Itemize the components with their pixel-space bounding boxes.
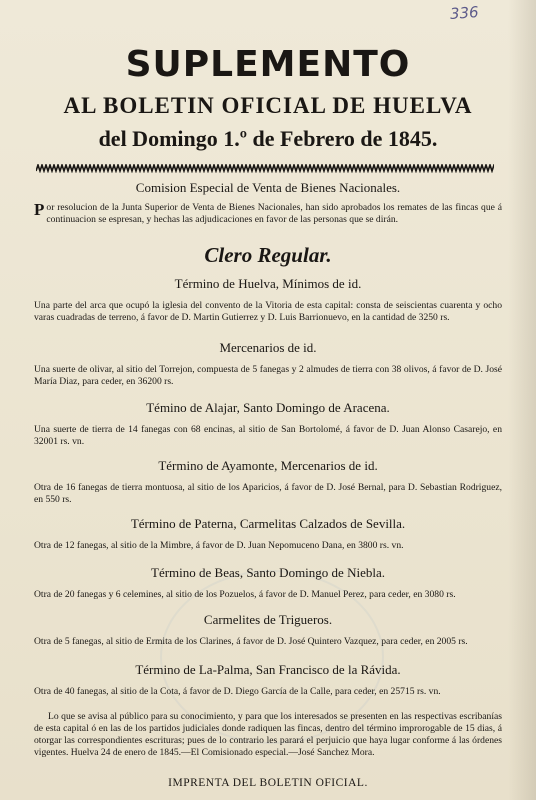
document-date: del Domingo 1.º de Febrero de 1845. (98, 126, 438, 151)
entry-5 (34, 516, 502, 552)
drop-cap: P (34, 200, 45, 219)
document-title: SUPLEMENTO (125, 44, 411, 85)
entry-text: Una suerte de olivar, al sitio del Torrejon, compuesta de 5 fanegas y 2 almudes de tierra con 38 olivos, á favor de D. José María Diaz, para ceder, en 36200 rs. (34, 364, 502, 387)
handwritten-page-number: 336 (449, 3, 480, 23)
entry-6 (34, 565, 502, 601)
divider-zigzag (36, 165, 494, 171)
entry-text: Otra de 20 fanegas y 6 celemines, al sitio de los Pozuelos, á favor de D. Manuel Perez, para ceder, en 3080 rs. (34, 589, 456, 600)
entry-heading: Témino de Alajar, Santo Domingo de Aracena. (146, 400, 390, 415)
entry-7 (34, 612, 502, 648)
section-title: Clero Regular. (204, 243, 332, 267)
entry-heading: Término de Huelva, Mínimos de id. (174, 276, 362, 291)
commission-heading: Comision Especial de Venta de Bienes Nacionales. (135, 180, 401, 195)
entry-2 (34, 340, 502, 388)
entry-1 (34, 276, 502, 324)
entry-4 (34, 458, 502, 506)
entry-text: Otra de 16 fanegas de tierra montuosa, al sitio de los Aparicios, á favor de D. José Bernal, para D. Sebastian Rodriguez, en 550 rs. (34, 482, 502, 505)
intro-block (34, 180, 502, 226)
page-edge-shadow (508, 0, 536, 800)
entry-heading: Mercenarios de id. (219, 340, 317, 355)
entry-text: Otra de 12 fanegas, al sitio de la Mimbre, á favor de D. Juan Nepomuceno Dana, en 3800 rs. vn. (34, 540, 404, 551)
intro-text: or resolucion de la Junta Superior de Venta de Bienes Nacionales, han sido aprobados los remates de las fincas que á continuacion se espresan, y hechas las adjudicaciones en favor de las personas que se dirán. (46, 202, 502, 225)
entry-text: Otra de 5 fanegas, al sitio de Ermita de los Clarines, á favor de D. José Quintero Vazquez, para ceder, en 2005 rs. (34, 636, 468, 647)
document-subtitle: AL BOLETIN OFICIAL DE HUELVA (63, 93, 473, 118)
entry-text: Una parte del arca que ocupó la iglesia del convento de la Vitoria de esta capital: consta de seiscientas cuarenta y ocho varas cuadradas de terreno, á favor de D. Martin Gutierrez y D. Luis Barrionuevo, en la cantidad de 3250 rs. (34, 300, 502, 323)
entry-heading: Término de Ayamonte, Mercenarios de id. (158, 458, 378, 473)
entry-heading: Término de La-Palma, San Francisco de la Rávida. (135, 662, 401, 677)
entry-heading: Término de Beas, Santo Domingo de Niebla. (151, 565, 385, 580)
entry-3 (34, 400, 502, 448)
ornamental-divider (36, 164, 494, 173)
entry-heading: Carmelites de Trigueros. (203, 612, 333, 627)
entry-text: Una suerte de tierra de 14 fanegas con 68 encinas, al sitio de San Bortolomé, á favor de D. Juan Alonso Casarejo, en 32001 rs. vn. (34, 424, 502, 447)
intro-paragraph (34, 202, 502, 226)
entry-heading: Término de Paterna, Carmelitas Calzados de Sevilla. (130, 516, 406, 531)
entry-8 (34, 662, 502, 698)
printer-imprint: IMPRENTA DEL BOLETIN OFICIAL. (168, 777, 368, 789)
closing-paragraph: Lo que se avisa al público para su conocimiento, y para que los interesados se presenten en las respectivas escribanías de esta capital ó en las de los partidos judiciales donde radiquen las fincas, dentro del término improrogable de 15 dias, á otorgar las correspondientes escrituras; pues de lo contrario les parará el perjuicio que haya lugar conforme á las órdenes vigentes. Huelva 24 de enero de 1845.—El Comisionado especial.—José Sanchez Mora. (34, 711, 502, 758)
entry-text: Otra de 40 fanegas, al sitio de la Cota, á favor de D. Diego García de la Calle, para ceder, en 25715 rs. vn. (34, 686, 441, 697)
